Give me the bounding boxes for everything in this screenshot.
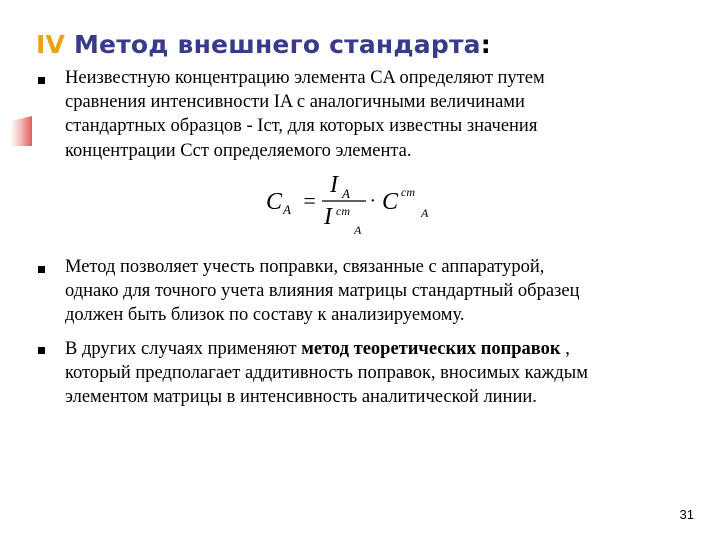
formula-numerator: I: [330, 172, 338, 198]
bullet-1-line-3: стандартных образцов - Iст, для которых известны значения: [65, 116, 538, 137]
bullet-2-line-3: должен быть близок по составу к анализируемому.: [65, 305, 465, 326]
bullet-1-line-2: сравнения интенсивности IA с аналогичными величинами: [65, 92, 525, 113]
bullet-3-text-before: В других случаях применяют: [65, 339, 302, 359]
formula-svg: [258, 170, 448, 240]
bullet-text-1: [65, 66, 705, 163]
title-colon: :: [480, 30, 491, 59]
formula-denominator-sup: cm: [336, 204, 350, 218]
bullet-marker-2: [38, 266, 45, 273]
bullet-1-line-4: концентрации Cст определяемого элемента.: [65, 140, 412, 161]
bullet-1-line-1: Неизвестную концентрацию элемента CA определяют путем: [65, 68, 545, 88]
title-text: Метод внешнего стандарта: [73, 30, 481, 59]
formula-lhs-sub: A: [283, 202, 291, 217]
bullet-text-3: [65, 337, 705, 410]
bullet-text-2: [65, 255, 705, 328]
bullet-2-line-1: Метод позволяет учесть поправки, связанные с аппаратурой,: [65, 257, 545, 277]
formula-rhs-sup: cm: [401, 185, 415, 199]
formula-dot: ·: [370, 190, 375, 212]
formula-rhs: C: [382, 189, 399, 215]
formula: [258, 170, 448, 240]
bullet-marker-3: [38, 347, 45, 354]
bullet-3-text-after: ,: [560, 339, 570, 359]
bullet-3-line-2: который предполагает аддитивность поправок, вносимых каждым: [65, 363, 588, 384]
decorative-shape: [10, 116, 32, 146]
formula-equals: =: [302, 188, 317, 213]
formula-denominator: I: [324, 204, 332, 230]
formula-rhs-sub: A: [421, 206, 429, 220]
bullet-3-line-3: элементом матрицы в интенсивность аналитической линии.: [65, 387, 537, 408]
bullet-marker-1: [38, 77, 45, 84]
page-number: 31: [679, 507, 694, 522]
formula-lhs: C: [266, 189, 283, 215]
formula-denominator-sub: A: [354, 223, 362, 237]
formula-numerator-sub: A: [342, 186, 350, 201]
slide-title: [36, 30, 491, 59]
bullet-2-line-2: однако для точного учета влияния матрицы стандартный образец: [65, 281, 580, 302]
bullet-3-bold-term: метод теоретических поправок: [301, 339, 561, 359]
title-section-number: IV: [36, 30, 66, 59]
bullet-3-line-1: [65, 337, 705, 361]
